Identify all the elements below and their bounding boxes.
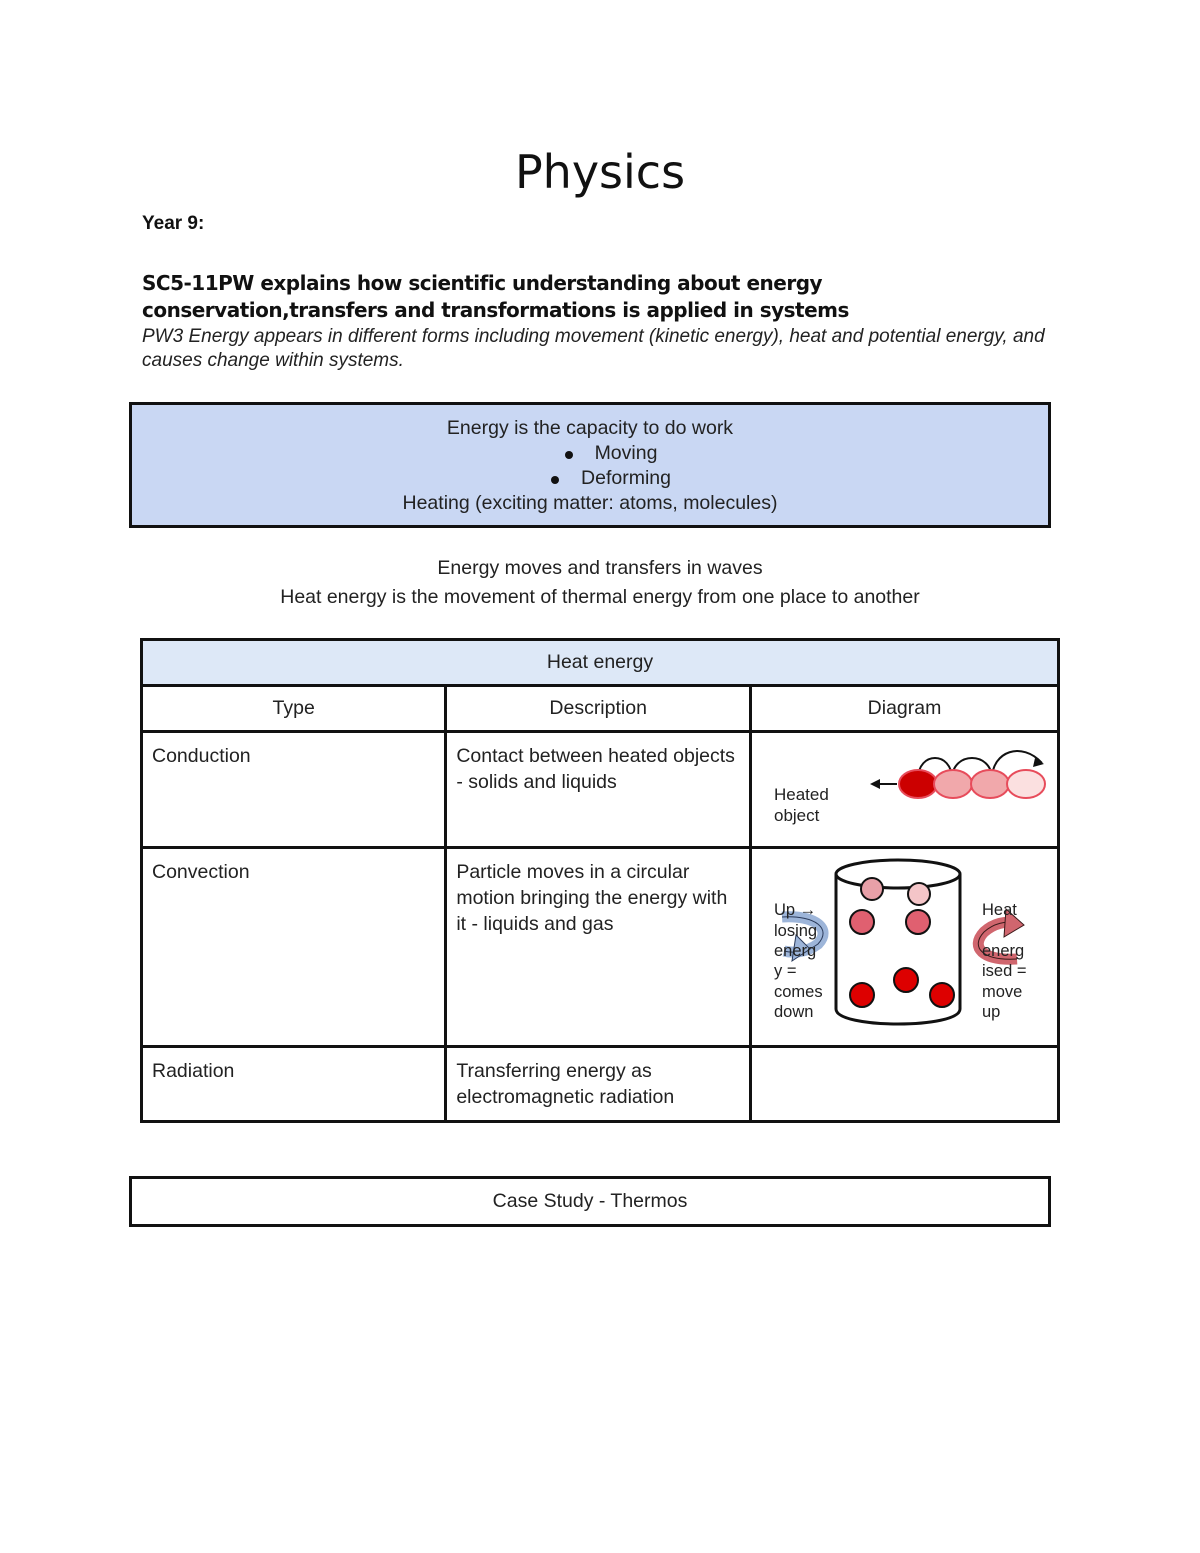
description-cell: Particle moves in a circular motion bringing the energy with it - liquids and gas <box>446 848 751 1047</box>
table-row <box>142 732 1059 848</box>
description-cell: Transferring energy as electromagnetic radiation <box>446 1047 751 1122</box>
description-cell: Contact between heated objects - solids and liquids <box>446 732 751 848</box>
svg-text:y =: y = <box>774 962 797 980</box>
type-cell: Convection <box>142 848 446 1047</box>
bullet-text: Moving <box>594 442 658 464</box>
energy-definition-footer: Heating (exciting matter: atoms, molecules) <box>402 492 778 514</box>
energy-definition-heading: Energy is the capacity to do work <box>446 417 734 439</box>
type-cell: Radiation <box>142 1047 446 1122</box>
particles <box>899 770 1045 798</box>
bullet-icon <box>551 476 559 484</box>
waves-line-2: Heat energy is the movement of thermal energy from one place to another <box>280 586 920 608</box>
svg-text:down: down <box>774 1003 814 1021</box>
svg-text:ised =: ised = <box>982 962 1027 980</box>
table-row <box>142 848 1059 1047</box>
year-label: Year 9: <box>142 213 205 234</box>
svg-text:losing: losing <box>774 922 818 940</box>
radiation-diagram-cell <box>751 1047 1059 1122</box>
conduction-diagram <box>752 733 1054 846</box>
heat-energy-table <box>140 638 1060 1123</box>
svg-text:energ: energ <box>774 942 817 960</box>
heated-label-2: object <box>774 806 820 825</box>
pw3-statement: PW3 Energy appears in different forms including movement (kinetic energy), heat and potential energy, and causes change within systems. <box>142 326 1045 371</box>
svg-text:up: up <box>982 1003 1001 1021</box>
left-arrow-icon <box>870 779 880 789</box>
column-header-diagram: Diagram <box>751 686 1059 732</box>
case-study-box: Case Study - Thermos <box>129 1176 1051 1227</box>
waves-text <box>0 554 1200 612</box>
heated-label-1: Heated <box>774 785 829 804</box>
bullet-item <box>132 441 1048 466</box>
waves-line-1: Energy moves and transfers in waves <box>437 557 763 579</box>
svg-text:move: move <box>982 983 1023 1001</box>
column-header-description: Description <box>446 686 751 732</box>
page-title: Physics <box>514 145 686 199</box>
svg-text:comes: comes <box>774 983 823 1001</box>
energy-definition-box <box>129 402 1051 528</box>
type-cell: Conduction <box>142 732 446 848</box>
convection-diagram-cell <box>751 848 1059 1047</box>
table-row <box>142 1047 1059 1122</box>
svg-text:Heat: Heat <box>982 901 1017 919</box>
bullet-text: Deforming <box>581 467 671 489</box>
conduction-diagram-cell <box>751 732 1059 848</box>
heat-table-title: Heat energy <box>142 640 1059 686</box>
convection-diagram <box>752 849 1054 1045</box>
syllabus-outcome: SC5-11PW explains how scientific understanding about energy conservation,transfers and transformations is applied in systems <box>142 271 849 322</box>
svg-text:Up →: Up → <box>774 901 817 919</box>
column-header-type: Type <box>142 686 446 732</box>
bullet-item <box>132 466 1048 491</box>
bullet-icon <box>565 451 573 459</box>
particles <box>850 878 954 1007</box>
svg-text:energ: energ <box>982 942 1025 960</box>
